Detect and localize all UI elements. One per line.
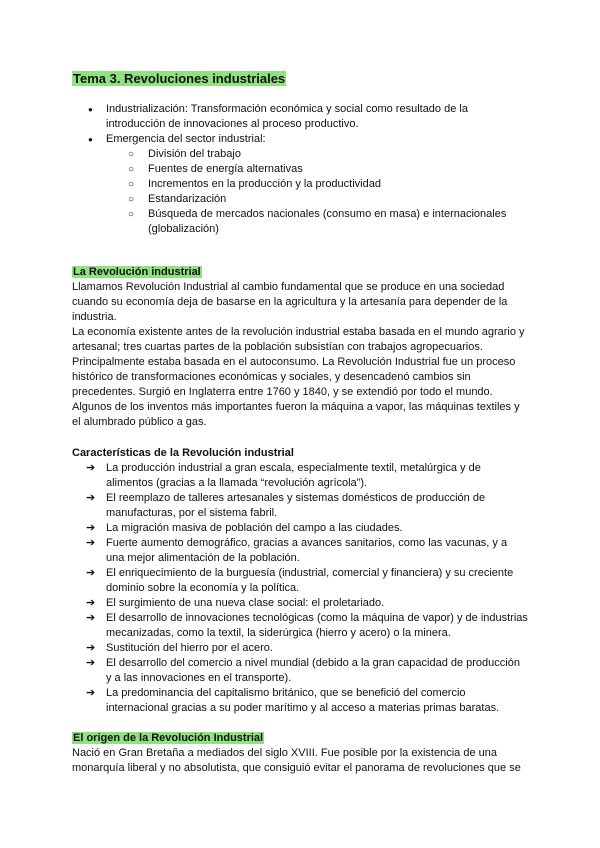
right-arrow-icon: ➔ [86,567,96,579]
paragraph: Nació en Gran Bretaña a mediados del siglo XVIII. Fue posible por la existencia de una monarquía liberal y no absolutista, que consiguió evitar el panorama de revoluciones que se [72,747,521,774]
section-heading: Características de la Revolución industrial [72,447,294,459]
section-heading [72,731,528,746]
sub-list-item: ○ Búsqueda de mercados nacionales (consumo en masa) e internacionales (globalización) [128,207,528,237]
right-arrow-icon: ➔ [86,492,96,504]
right-arrow-icon: ➔ [86,612,96,624]
right-arrow-icon: ➔ [86,597,96,609]
arrow-list-item: ➔ La producción industrial a gran escala, especialmente textil, metalúrgica y de alimentos (gracias a la llamada “revolución agrícola”). [86,462,481,489]
sub-list-item: ○ Fuentes de energía alternativas [128,162,528,177]
list-item: ● Industrialización: Transformación económica y social como resultado de la introducción de innovaciones al proceso productivo. [88,102,528,132]
arrow-list-item: ➔ Fuerte aumento demográfico, gracias a avances sanitarios, como las vacunas, y a una mejor alimentación de la población. [86,537,508,564]
arrow-list-item: ➔ La predominancia del capitalismo británico, que se benefició del comercio internacional gracias a su poder marítimo y al acceso a materias primas baratas. [86,687,500,714]
title-highlight: Tema 3. Revoluciones industriales [73,71,286,86]
document-page [72,70,528,776]
sub-list-item: ○ Estandarización [128,192,528,207]
list-item: ● Emergencia del sector industrial: ○ División del trabajo ○ Fuentes de energía alternativas ○ Incrementos en la producción y la productividad ○ Estandarización ○ Búsqueda de mercados nacionales (consumo en masa) e internacionales (globalización) [88,132,528,237]
paragraph: La economía existente antes de la revolución industrial estaba basada en el mundo agrario y artesanal; tres cuartas partes de la población subsistían con trabajos agropecuarios. Principalmente estaba basada en el autoconsumo. La Revolución Industrial fue un proceso histórico de transformaciones económicas y sociales, y desencadenó cambios sin precedentes. Surgió en Inglaterra entre 1760 y 1840, y se extendió por todo el mundo. Algunos de los inventos más importantes fueron la máquina a vapor, las máquinas textiles y el alumbrado público a gas. [72,326,525,428]
right-arrow-icon: ➔ [86,687,96,699]
right-arrow-icon: ➔ [86,522,96,534]
arrow-list-item: ➔ Sustitución del hierro por el acero. [86,642,273,654]
arrow-list-item: ➔ El enriquecimiento de la burguesía (industrial, comercial y financiera) y su creciente dominio sobre la economía y la política. [86,567,514,594]
section-heading-highlight: La Revolución industrial [73,266,201,278]
intro-list [88,102,528,237]
arrow-list-item: ➔ La migración masiva de población del campo a las ciudades. [86,522,403,534]
paragraph: Llamamos Revolución Industrial al cambio fundamental que se produce en una sociedad cuando su economía deja de basarse en la agricultura y la artesanía para depender de la industria. [72,281,508,323]
arrow-list-item: ➔ El surgimiento de una nueva clase social: el proletariado. [86,597,385,609]
sub-list-item: ○ División del trabajo [128,147,528,162]
arrow-list-item: ➔ El desarrollo del comercio a nivel mundial (debido a la gran capacidad de producción y a las innovaciones en el transporte). [86,657,520,684]
section-heading [72,265,528,280]
right-arrow-icon: ➔ [86,462,96,474]
section-heading-highlight: El origen de la Revolución Industrial [73,732,264,744]
right-arrow-icon: ➔ [86,657,96,669]
sub-list [128,147,528,237]
arrow-list-item: ➔ El desarrollo de innovaciones tecnológicas (como la máquina de vapor) y de industrias mecanizadas, como la textil, la siderúrgica (hierro y acero) o la minera. [86,612,528,639]
arrow-list-item: ➔ El reemplazo de talleres artesanales y sistemas domésticos de producción de manufacturas, por el sistema fabril. [86,492,486,519]
sub-list-item: ○ Incrementos en la producción y la productividad [128,177,528,192]
right-arrow-icon: ➔ [86,642,96,654]
characteristics-list [86,461,528,716]
right-arrow-icon: ➔ [86,537,96,549]
page-title [72,70,528,87]
